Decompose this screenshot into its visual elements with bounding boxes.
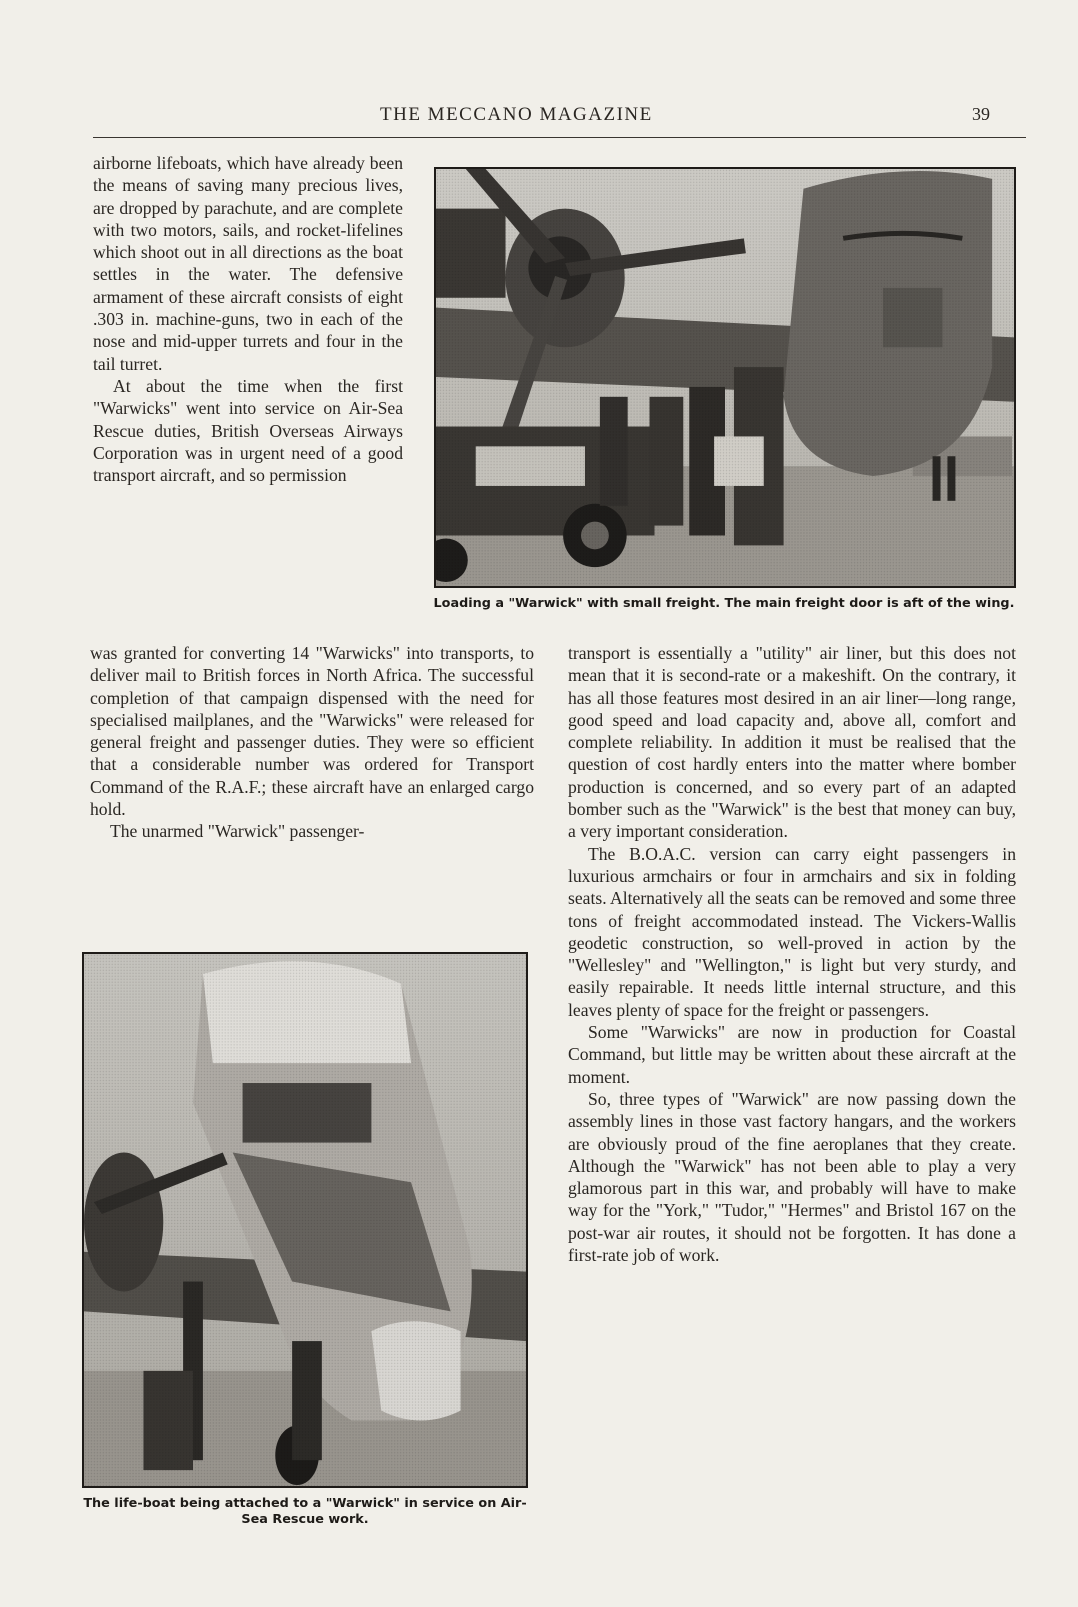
header-rule xyxy=(93,137,1026,138)
left-column xyxy=(90,642,534,843)
paragraph: So, three types of "Warwick" are now passing down the assembly lines in those vast factory hangars, and the workers are obviously proud of the fine aeroplanes that they create. Although the "Warwick" has not been able to play a very glamorous part in this war, and probably will have to make way for the "York," "Tudor," "Hermes" and Bristol 167 on the post-war air routes, it should not be forgotten. It has done a first-rate job of work. xyxy=(568,1088,1016,1266)
right-column xyxy=(568,642,1016,1266)
paragraph: airborne lifeboats, which have already been the means of saving many precious lives, are dropped by parachute, and are complete with two motors, sails, and rocket-lifelines which shoot out in all directions as the boat settles in the water. The defensive armament of these aircraft consists of eight .303 in. machine-guns, two in each of the nose and mid-upper turrets and four in the tail turret. xyxy=(93,153,403,374)
paragraph: was granted for converting 14 "Warwicks" into transports, to deliver mail to British forces in North Africa. The successful completion of that campaign dispensed with the need for specialised mailplanes, and the "Warwicks" were released for general freight and passenger duties. They were so efficient that a considerable number was ordered for Transport Command of the R.A.F.; these aircraft have an enlarged cargo hold. xyxy=(90,643,534,820)
narrow-column xyxy=(93,152,403,486)
page-number: 39 xyxy=(972,104,990,124)
caption-top: Loading a "Warwick" with small freight. The main freight door is aft of the wing. xyxy=(433,596,1015,611)
paragraph: At about the time when the first "Warwicks" went into service on Air-Sea Rescue duties, British Overseas Airways Corporation was in urgent need of a good transport aircraft, and so permission xyxy=(93,375,403,486)
paragraph: The B.O.A.C. version can carry eight passengers in luxurious armchairs or four in armchairs and six in folding seats. Alternatively all the seats can be removed and some three tons of freight accommodated instead. The Vickers-Wallis geodetic construction, so well-proved in action by the "Wellesley" and "Wellington," is light but very sturdy, and easily repairable. It needs little internal structure, and this leaves plenty of space for the freight or passengers. xyxy=(568,843,1016,1020)
paragraph: The unarmed "Warwick" passenger- xyxy=(110,821,365,842)
photo-image-top xyxy=(436,169,1014,586)
photo-lifeboat xyxy=(82,952,528,1488)
magazine-title: THE MECCANO MAGAZINE xyxy=(380,104,653,125)
photo-image-bottom xyxy=(84,954,526,1486)
photo-loading-warwick xyxy=(434,167,1016,588)
paragraph: transport is essentially a "utility" air liner, but this does not mean that it is second-rate or a makeshift. On the contrary, it has all those features most desired in an air liner—long range, good speed and load capacity and, above all, comfort and complete reliability. In addition it must be realised that the question of cost hardly enters into the matter where bomber production is concerned, and so every part of an adapted bomber such as the "Warwick" is the best that money can buy, a very important consideration. xyxy=(568,643,1016,842)
caption-bottom: The life-boat being attached to a "Warwick" in service on Air-Sea Rescue work. xyxy=(83,1496,527,1527)
paragraph: Some "Warwicks" are now in production for Coastal Command, but little may be written about these aircraft at the moment. xyxy=(568,1022,1016,1087)
